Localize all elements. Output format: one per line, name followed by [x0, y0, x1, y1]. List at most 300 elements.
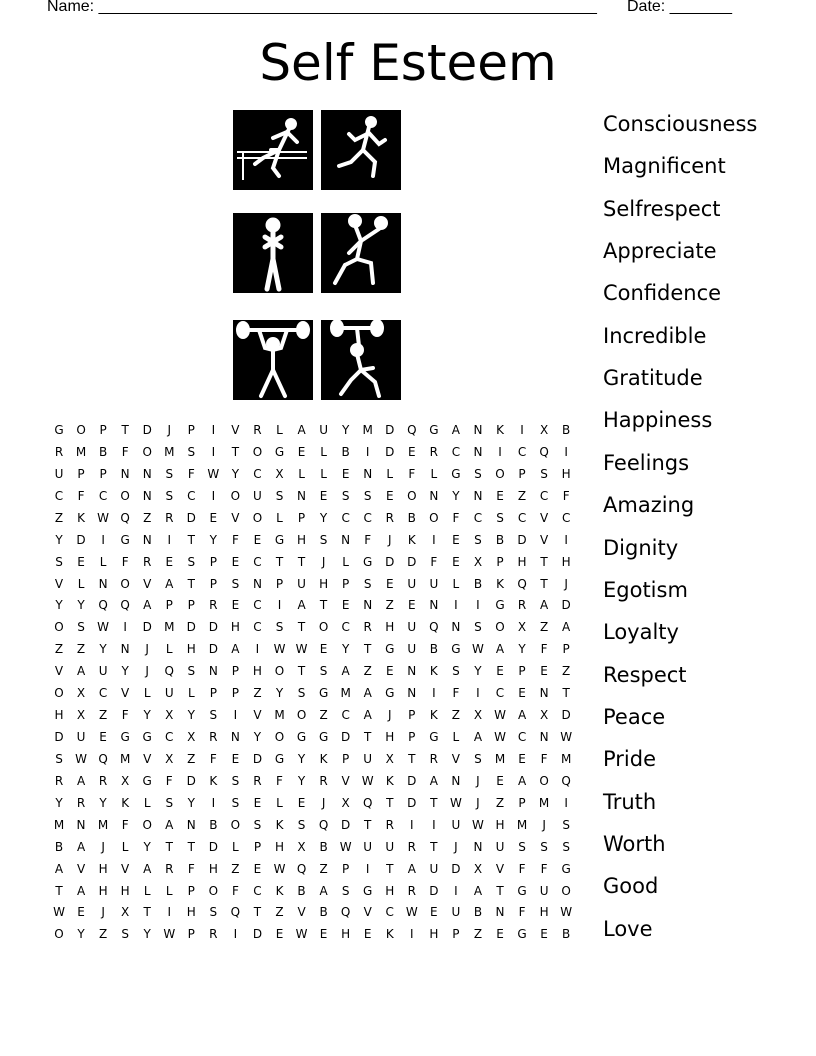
- grid-letter: I: [255, 642, 260, 657]
- grid-letter: P: [518, 664, 526, 679]
- grid-letter: O: [407, 488, 417, 503]
- grid-letter: G: [385, 642, 395, 657]
- word-list-item: Happiness: [603, 408, 713, 433]
- grid-letter: R: [429, 444, 439, 459]
- grid-letter: Z: [539, 620, 549, 635]
- grid-letter: Y: [143, 839, 151, 854]
- grid-letter: U: [451, 817, 461, 832]
- grid-letter: B: [562, 927, 571, 942]
- grid-letter: I: [211, 423, 216, 437]
- grid-letter: O: [120, 576, 130, 591]
- grid-letter: N: [539, 730, 549, 745]
- grid-letter: N: [429, 598, 439, 613]
- grid-letter: N: [407, 664, 417, 679]
- grid-letter: H: [186, 642, 196, 657]
- grid-letter: N: [252, 576, 262, 591]
- grid-letter: G: [120, 532, 130, 547]
- grid-letter: L: [298, 466, 305, 481]
- grid-letter: F: [562, 488, 570, 503]
- grid-letter: Q: [230, 905, 241, 920]
- grid-letter: G: [318, 686, 329, 701]
- grid-letter: X: [473, 554, 483, 569]
- grid-letter: I: [498, 444, 502, 459]
- grid-letter: I: [101, 532, 105, 547]
- grid-letter: I: [410, 817, 414, 832]
- grid-letter: W: [53, 905, 65, 920]
- grid-letter: C: [517, 444, 527, 459]
- grid-letter: A: [451, 423, 460, 437]
- grid-letter: Y: [209, 532, 218, 547]
- grid-letter: D: [76, 532, 86, 547]
- grid-letter: N: [76, 817, 86, 832]
- grid-letter: C: [253, 598, 262, 613]
- grid-letter: D: [451, 861, 461, 876]
- grid-letter: O: [252, 510, 263, 525]
- grid-letter: H: [341, 927, 351, 942]
- grid-letter: E: [496, 927, 504, 942]
- grid-letter: T: [430, 839, 438, 854]
- grid-letter: W: [449, 795, 462, 810]
- grid-letter: W: [273, 642, 286, 657]
- grid-letter: S: [121, 927, 129, 942]
- grid-letter: U: [539, 883, 549, 898]
- grid-letter: N: [451, 773, 461, 788]
- word-list-item: Magnificent: [603, 154, 726, 179]
- grid-letter: I: [211, 488, 216, 503]
- grid-letter: G: [274, 532, 285, 547]
- grid-letter: H: [274, 839, 285, 854]
- grid-letter: G: [142, 730, 152, 745]
- grid-letter: H: [98, 861, 108, 876]
- grid-letter: B: [407, 510, 416, 525]
- grid-letter: E: [165, 554, 174, 569]
- grid-letter: T: [297, 664, 306, 679]
- grid-letter: I: [277, 598, 282, 613]
- grid-letter: E: [231, 554, 240, 569]
- grid-letter: I: [520, 423, 524, 437]
- grid-letter: P: [297, 510, 306, 525]
- grid-letter: U: [385, 839, 395, 854]
- grid-letter: I: [167, 905, 172, 920]
- grid-row: [48, 663, 577, 685]
- grid-letter: Q: [98, 751, 108, 766]
- grid-letter: I: [454, 883, 458, 898]
- grid-letter: L: [165, 642, 173, 657]
- word-list-item: Incredible: [603, 323, 707, 348]
- grid-letter: J: [542, 817, 546, 832]
- grid-letter: D: [407, 795, 417, 810]
- grid-letter: E: [385, 576, 394, 591]
- word-list-item: Respect: [603, 662, 687, 687]
- grid-letter: V: [231, 423, 240, 437]
- grid-letter: T: [187, 532, 195, 547]
- grid-letter: E: [408, 598, 416, 613]
- grid-row: [48, 904, 577, 926]
- grid-letter: S: [187, 444, 196, 459]
- grid-letter: P: [187, 598, 195, 613]
- grid-letter: U: [429, 861, 439, 876]
- grid-letter: A: [517, 773, 527, 788]
- grid-letter: I: [233, 708, 238, 723]
- grid-letter: P: [209, 576, 217, 591]
- grid-letter: K: [385, 927, 394, 942]
- grid-letter: U: [407, 620, 417, 635]
- grid-letter: S: [187, 554, 196, 569]
- grid-letter: F: [121, 817, 129, 832]
- grid-letter: Y: [55, 795, 63, 810]
- grid-letter: W: [361, 773, 374, 788]
- grid-letter: C: [165, 730, 174, 745]
- grid-letter: P: [342, 576, 350, 591]
- grid-letter: J: [321, 554, 326, 569]
- grid-letter: D: [186, 510, 196, 525]
- grid-letter: M: [97, 817, 109, 832]
- grid-letter: Q: [407, 423, 417, 437]
- grid-letter: J: [476, 773, 480, 788]
- grid-letter: Q: [517, 576, 527, 591]
- grid-letter: Y: [99, 795, 107, 810]
- grid-letter: R: [385, 817, 394, 832]
- grid-letter: A: [231, 642, 240, 657]
- word-list-item: Dignity: [603, 535, 679, 560]
- grid-letter: R: [54, 444, 64, 459]
- grid-letter: F: [540, 751, 548, 766]
- grid-letter: W: [339, 839, 352, 854]
- grid-letter: K: [121, 795, 130, 810]
- grid-letter: J: [145, 664, 149, 679]
- grid-letter: C: [341, 708, 350, 723]
- grid-letter: L: [386, 466, 394, 481]
- grid-letter: J: [454, 839, 458, 854]
- grid-letter: D: [208, 642, 218, 657]
- grid-letter: N: [363, 598, 373, 613]
- grid-letter: G: [318, 730, 329, 745]
- grid-letter: L: [452, 576, 460, 591]
- grid-letter: Z: [187, 751, 196, 766]
- grid-letter: I: [476, 686, 480, 701]
- grid-letter: X: [165, 708, 174, 723]
- grid-letter: I: [410, 927, 414, 942]
- grid-letter: U: [297, 576, 306, 591]
- grid-letter: N: [473, 423, 483, 437]
- grid-letter: H: [297, 532, 307, 547]
- grid-row: [48, 532, 577, 554]
- grid-letter: H: [54, 708, 64, 723]
- grid-letter: A: [54, 861, 64, 876]
- grid-letter: Z: [495, 795, 505, 810]
- grid-letter: E: [253, 532, 262, 547]
- grid-letter: O: [54, 620, 64, 635]
- grid-letter: I: [564, 444, 568, 459]
- grid-letter: G: [274, 444, 285, 459]
- page-title: Self Esteem: [259, 34, 557, 92]
- grid-letter: Y: [231, 466, 240, 481]
- grid-letter: E: [452, 554, 460, 569]
- grid-letter: Z: [319, 708, 328, 723]
- grid-letter: M: [164, 620, 175, 635]
- grid-letter: S: [231, 576, 240, 591]
- grid-letter: Y: [297, 773, 306, 788]
- grid-letter: L: [143, 795, 151, 810]
- grid-letter: F: [121, 708, 129, 723]
- grid-row: [48, 817, 577, 839]
- grid-letter: N: [473, 839, 483, 854]
- grid-letter: L: [320, 466, 327, 481]
- grid-letter: R: [319, 773, 328, 788]
- grid-letter: O: [495, 620, 505, 635]
- grid-letter: N: [473, 444, 483, 459]
- grid-letter: F: [77, 488, 85, 503]
- grid-letter: K: [209, 773, 218, 788]
- grid-letter: N: [120, 466, 130, 481]
- grid-letter: V: [451, 751, 460, 766]
- grid-letter: T: [143, 905, 151, 920]
- grid-letter: A: [473, 730, 483, 745]
- grid-letter: S: [165, 795, 174, 810]
- grid-letter: F: [452, 510, 460, 525]
- grid-letter: X: [341, 795, 350, 810]
- grid-letter: O: [318, 620, 329, 635]
- grid-letter: J: [564, 576, 568, 591]
- grid-letter: D: [407, 554, 417, 569]
- grid-letter: D: [385, 423, 395, 437]
- grid-letter: L: [232, 839, 239, 854]
- grid-letter: K: [496, 423, 504, 437]
- grid-letter: Y: [297, 751, 306, 766]
- athlete-snatch-lift-icon: [321, 320, 401, 400]
- grid-letter: N: [142, 466, 152, 481]
- grid-letter: O: [208, 883, 219, 898]
- grid-letter: G: [296, 730, 307, 745]
- grid-letter: E: [540, 664, 548, 679]
- grid-letter: F: [165, 773, 173, 788]
- grid-letter: H: [539, 905, 549, 920]
- grid-letter: E: [319, 488, 328, 503]
- grid-letter: F: [364, 532, 372, 547]
- grid-letter: U: [98, 664, 108, 679]
- grid-letter: A: [407, 861, 416, 876]
- grid-letter: L: [276, 795, 283, 810]
- grid-letter: S: [165, 488, 174, 503]
- grid-letter: L: [165, 883, 173, 898]
- grid-letter: Y: [187, 708, 195, 723]
- grid-letter: G: [274, 751, 285, 766]
- grid-letter: U: [76, 730, 86, 745]
- grid-letter: C: [341, 620, 350, 635]
- grid-letter: A: [297, 423, 306, 437]
- grid-letter: G: [451, 466, 461, 481]
- grid-letter: D: [208, 839, 218, 854]
- grid-letter: T: [540, 554, 548, 569]
- grid-letter: S: [253, 817, 262, 832]
- grid-letter: S: [452, 664, 460, 679]
- grid-letter: G: [561, 861, 571, 876]
- grid-letter: F: [408, 466, 416, 481]
- grid-letter: T: [364, 817, 372, 832]
- grid-letter: L: [121, 839, 129, 854]
- grid-letter: S: [77, 620, 85, 635]
- grid-letter: P: [209, 686, 217, 701]
- grid-letter: Y: [253, 730, 262, 745]
- grid-letter: O: [54, 927, 64, 942]
- grid-letter: A: [165, 817, 174, 832]
- grid-letter: X: [385, 751, 394, 766]
- grid-letter: S: [55, 554, 63, 569]
- grid-letter: O: [561, 883, 571, 898]
- grid-letter: Y: [319, 510, 328, 525]
- grid-letter: P: [99, 423, 107, 437]
- grid-letter: E: [231, 598, 240, 613]
- grid-letter: Y: [143, 708, 151, 723]
- grid-letter: R: [407, 839, 416, 854]
- grid-letter: O: [539, 773, 549, 788]
- grid-letter: L: [276, 510, 283, 525]
- grid-letter: R: [209, 730, 218, 745]
- grid-letter: E: [452, 532, 460, 547]
- grid-letter: C: [517, 510, 527, 525]
- grid-letter: V: [341, 773, 350, 788]
- grid-letter: R: [385, 510, 394, 525]
- grid-letter: C: [539, 488, 549, 503]
- grid-letter: T: [275, 554, 284, 569]
- grid-letter: E: [518, 751, 526, 766]
- grid-letter: I: [432, 686, 436, 701]
- grid-letter: P: [408, 730, 416, 745]
- grid-letter: I: [454, 598, 458, 613]
- grid-letter: E: [99, 730, 107, 745]
- grid-letter: X: [539, 708, 549, 723]
- grid-letter: Z: [319, 861, 328, 876]
- grid-letter: G: [142, 773, 152, 788]
- grid-letter: C: [451, 444, 461, 459]
- grid-letter: J: [167, 423, 172, 437]
- word-list-item: Gratitude: [603, 366, 703, 391]
- grid-letter: O: [429, 510, 439, 525]
- grid-letter: Q: [561, 773, 571, 788]
- grid-letter: I: [233, 927, 238, 942]
- grid-letter: E: [297, 444, 306, 459]
- grid-letter: Z: [253, 686, 262, 701]
- grid-letter: X: [165, 751, 174, 766]
- grid-letter: Y: [77, 927, 85, 942]
- grid-letter: Z: [98, 708, 108, 723]
- grid-letter: S: [297, 686, 306, 701]
- grid-letter: S: [55, 751, 63, 766]
- grid-letter: M: [340, 686, 351, 701]
- grid-letter: N: [297, 488, 307, 503]
- grid-letter: G: [517, 927, 527, 942]
- grid-letter: G: [429, 423, 439, 437]
- grid-letter: T: [540, 576, 548, 591]
- grid-letter: I: [564, 795, 568, 810]
- grid-letter: K: [385, 773, 394, 788]
- grid-letter: Z: [275, 905, 284, 920]
- grid-letter: I: [365, 444, 370, 459]
- grid-letter: X: [539, 423, 549, 437]
- grid-letter: Z: [54, 510, 64, 525]
- grid-letter: O: [54, 686, 64, 701]
- grid-letter: P: [231, 664, 240, 679]
- grid-letter: T: [408, 751, 416, 766]
- grid-letter: J: [321, 795, 326, 810]
- grid-letter: N: [495, 905, 505, 920]
- grid-row: [48, 444, 577, 466]
- date-field-label: Date: _______: [627, 0, 732, 15]
- grid-letter: X: [517, 620, 527, 635]
- grid-letter: M: [53, 817, 65, 832]
- grid-letter: W: [295, 927, 308, 942]
- grid-letter: A: [517, 708, 527, 723]
- grid-letter: F: [121, 554, 129, 569]
- grid-letter: Y: [452, 488, 460, 503]
- grid-letter: W: [97, 510, 110, 525]
- grid-letter: S: [518, 839, 526, 854]
- grid-letter: A: [363, 708, 372, 723]
- grid-letter: H: [385, 730, 395, 745]
- grid-letter: D: [142, 620, 152, 635]
- grid-row: [48, 466, 577, 488]
- grid-letter: D: [341, 817, 351, 832]
- grid-letter: V: [54, 664, 64, 679]
- grid-letter: A: [76, 773, 86, 788]
- grid-letter: T: [55, 883, 63, 898]
- grid-letter: U: [407, 642, 417, 657]
- word-list-item: Confidence: [603, 281, 722, 306]
- grid-letter: F: [187, 861, 195, 876]
- grid-letter: R: [98, 773, 108, 788]
- grid-letter: Y: [341, 423, 350, 437]
- grid-letter: F: [231, 883, 239, 898]
- grid-letter: E: [341, 598, 350, 613]
- grid-letter: S: [474, 751, 482, 766]
- grid-letter: S: [474, 532, 482, 547]
- grid-letter: D: [208, 620, 218, 635]
- athlete-standing-icon: [233, 213, 313, 293]
- grid-letter: D: [407, 773, 417, 788]
- grid-letter: Y: [99, 642, 107, 657]
- grid-letter: D: [429, 883, 439, 898]
- grid-letter: N: [473, 488, 483, 503]
- grid-letter: Q: [120, 598, 130, 613]
- grid-letter: C: [363, 510, 372, 525]
- grid-letter: R: [407, 883, 416, 898]
- grid-letter: U: [319, 423, 328, 437]
- grid-letter: Z: [54, 642, 64, 657]
- grid-letter: E: [297, 795, 306, 810]
- grid-letter: B: [562, 423, 571, 437]
- grid-letter: O: [142, 444, 152, 459]
- grid-letter: N: [120, 642, 130, 657]
- grid-letter: H: [429, 927, 439, 942]
- grid-letter: V: [363, 905, 372, 920]
- grid-letter: O: [230, 488, 241, 503]
- grid-row: [48, 554, 577, 576]
- grid-letter: E: [319, 642, 328, 657]
- grid-letter: R: [253, 773, 262, 788]
- grid-letter: D: [561, 598, 571, 613]
- grid-letter: H: [208, 861, 218, 876]
- grid-letter: C: [54, 488, 64, 503]
- grid-letter: R: [143, 554, 152, 569]
- grid-letter: Z: [231, 861, 240, 876]
- grid-letter: W: [75, 751, 87, 766]
- grid-letter: I: [123, 620, 127, 635]
- grid-letter: B: [341, 444, 350, 459]
- grid-letter: T: [562, 686, 570, 701]
- grid-letter: H: [561, 466, 571, 481]
- grid-letter: E: [209, 510, 218, 525]
- grid-letter: F: [231, 532, 239, 547]
